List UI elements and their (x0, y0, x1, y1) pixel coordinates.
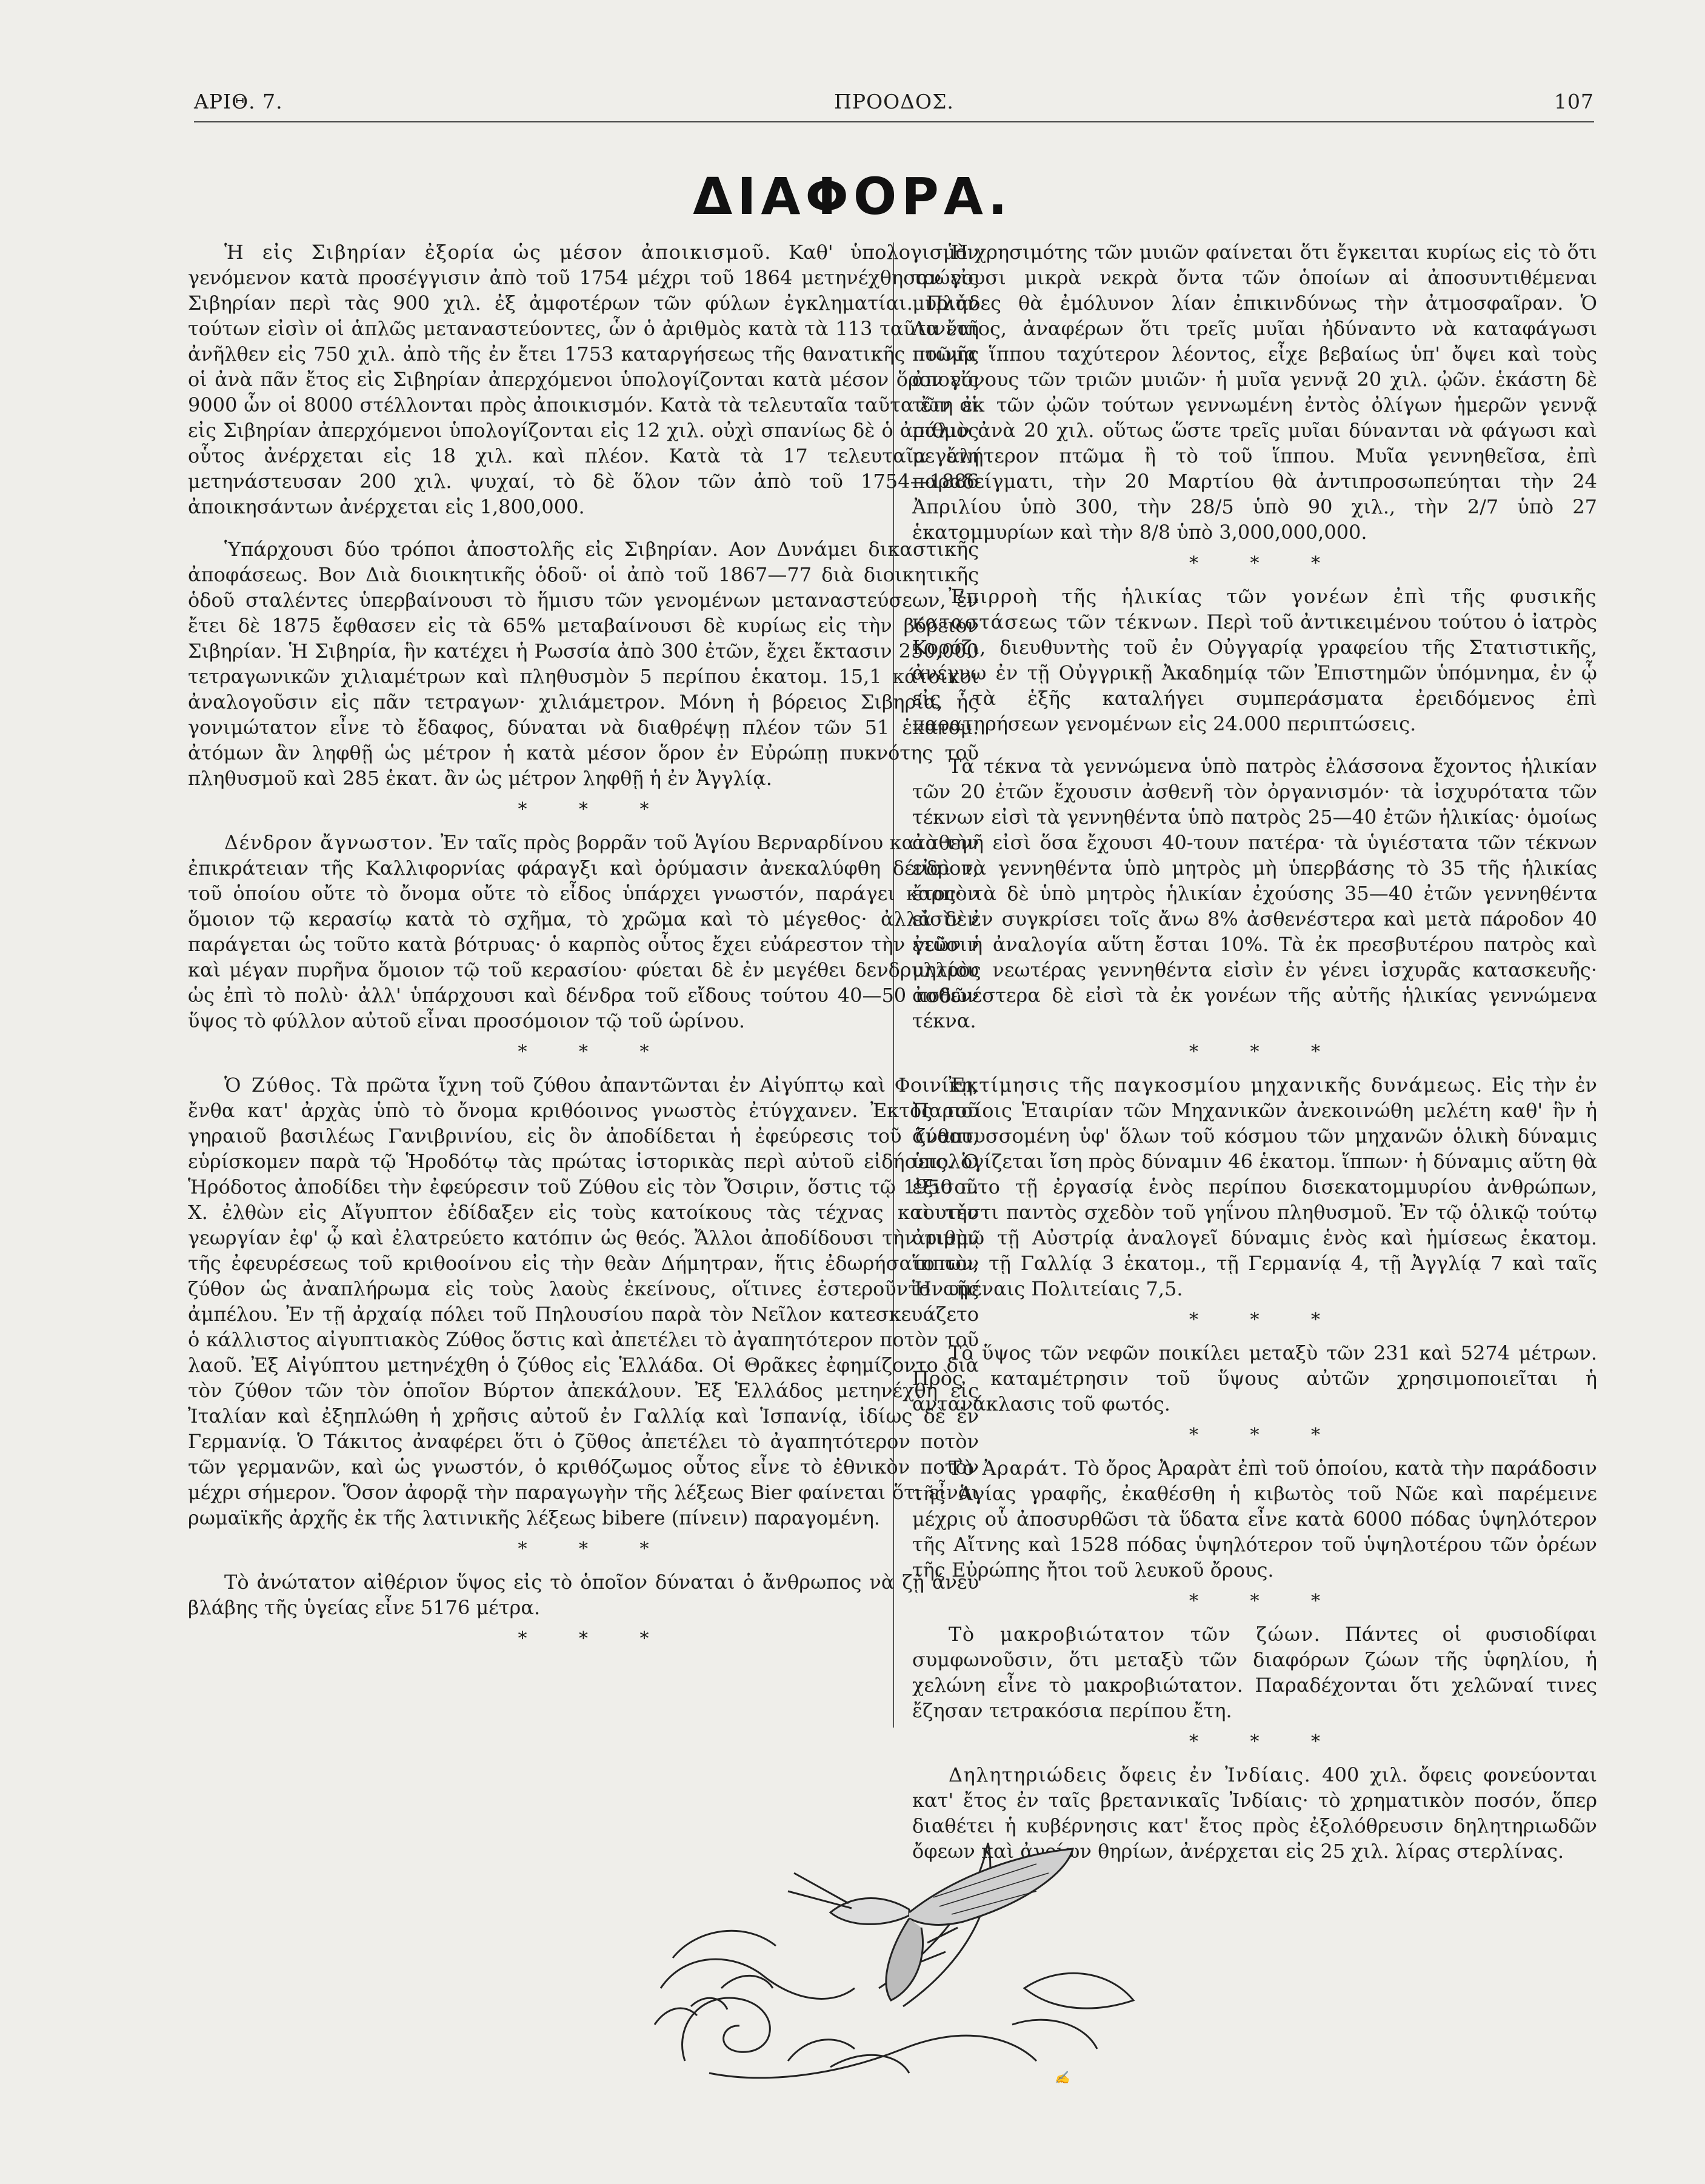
issue-number: ΑΡΙΘ. 7. (194, 90, 283, 113)
journal-name: ΠΡΟΟΔΟΣ. (834, 90, 954, 113)
article-text: Τὰ πρῶτα ἴχνη τοῦ ζύθου ἀπαντῶνται ἐν Αἰγύπτῳ καὶ Φοινίκῃ, ἔνθα κατ' ἀρχὰς ὑπὸ τὸ ὄνομα κριθόοινος γνωστὸς ἐτύγχανεν. Ἐκτὸς τοῦ γηραιοῦ βασιλέως Γανιβρινίου, εἰς ὃν ἀποδίδεται ἡ ἐφεύρεσις τοῦ ζύθου, εὑρίσκομεν παρὰ τῷ Ἡροδότῳ τὰς πρώτας ἱστορικὰς περὶ αὐτοῦ εἰδήσεις. Ὁ Ἡρόδοτος ἀποδίδει τὴν ἐφεύρεσιν τοῦ Ζύθου εἰς τὸν Ὄσιριν, ὅστις τῷ 1950 π. Χ. ἐλθὼν εἰς Αἴγυπτον ἐδίδαξεν εἰς τοὺς κατοίκους τὰς τέχνας καὶ τὴν γεωργίαν ἐφ' ᾧ καὶ ἐλατρεύετο κατόπιν ὡς θεός. Ἄλλοι ἀποδίδουσι τὴν τιμὴν τῆς ἐφευρέσεως τοῦ κριθοοίνου εἰς τὴν θεὰν Δήμητραν, ἥτις ἐδωρήσατο τὸν ζύθον ὡς ἀναπλήρωμα εἰς τοὺς λαοὺς ἐκείνους, οἵτινες ἐστεροῦντο τῆς ἀμπέλου. Ἐν τῇ ἀρχαίᾳ πόλει τοῦ Πηλουσίου παρὰ τὸν Νεῖλον κατεσκευάζετο ὁ κάλλιστος αἰγυπτιακὸς Ζύθος ὅστις καὶ ἀπετέλει τὸ ἀγαπητότερον ποτὸν τοῦ λαοῦ. Ἐξ Αἰγύπτου μετηνέχθη ὁ ζύθος εἰς Ἑλλάδα. Οἱ Θρᾶκες ἐφημίζοντο διὰ τὸν ζύθον τῶν τὸν ὁποῖον Βύρτον ἀπεκάλουν. Ἐξ Ἑλλάδος μετηνέχθη εἰς Ἰταλίαν καὶ ἐξηπλώθη ἡ χρῆσις αὐτοῦ ἐν Γαλλίᾳ καὶ Ἱσπανίᾳ, ἰδίως δὲ ἐν Γερμανίᾳ. Ὁ Τάκιτος ἀναφέρει ὅτι ὁ ζῦθος ἀπετέλει τὸ ἀγαπητότερον ποτὸν τῶν γερμανῶν, καὶ ὡς γνωστόν, ὁ κριθόζωμος οὗτος εἶνε τὸ ἐθνικὸν ποτὸν μέχρι σήμερον. Ὅσον ἀφορᾷ τὴν παραγωγὴν τῆς λέξεως Bier φαίνεται ὅτι εἶναι ρωμαϊκῆς ἀρχῆς ἐκ τῆς λατινικῆς λέξεως bibere (πίνειν) παραγομένη. (188, 1074, 979, 1529)
article-longevity (912, 1621, 1597, 1723)
separator: * * * (1189, 1309, 1344, 1331)
right-column (912, 239, 1597, 1864)
artist-signature: ✍ (1055, 2070, 1070, 2085)
article-siberia-methods (188, 536, 979, 791)
separator: * * * (1189, 1424, 1344, 1446)
article-lead: Ἐκτίμησις τῆς παγκοσμίου μηχανικῆς δυνάμεως. (949, 1074, 1483, 1097)
article-lead: Ἐπιρροὴ τῆς ἡλικίας τῶν γονέων ἐπὶ τῆς φυσικῆς καταστάσεως τῶν τέκνων. (912, 585, 1597, 633)
article-lead: Ὁ Ζύθος. (224, 1074, 323, 1097)
article-lead: Δηλητηριώδεις ὄφεις ἐν Ἰνδίαις. (949, 1763, 1312, 1786)
article-parents-age (912, 584, 1597, 736)
article-text: Τὰ τέκνα τὰ γεννώμενα ὑπὸ πατρὸς ἐλάσσονα ἔχοντος ἡλικίαν τῶν 20 ἐτῶν ἔχουσιν ἀσθενῆ τὸν ὀργανισμόν· τὰ ἰσχυρότατα τῶν τέκνων εἰσὶ τὰ γεννηθέντα ὑπὸ πατρὸς 25—40 ἐτῶν ἡλικίας· ὁμοίως ἀσθενῆ εἰσὶ ὅσα ἔχουσι 40-τουν πατέρα· τὰ ὑγιέστατα τῶν τέκνων εἰσὶ τὰ γεννηθέντα ὑπὸ μητρὸς μὴ ὑπερβάσης τὸ 35 τῆς ἡλικίας ἔτος· τὰ δὲ ὑπὸ μητρὸς ἡλικίαν ἐχούσης 35—40 ἐτῶν γεννηθέντα εἰσὶν ἐν συγκρίσει τοῖς ἄνω 8% ἀσθενέστερα καὶ μετὰ πάροδον 40 ἐτῶν ἡ ἀναλογία αὕτη ἔσται 10%. Τὰ ἐκ πρεσβυτέρου πατρὸς καὶ μητρὸς νεωτέρας γεννηθέντα εἰσὶν ἐν γένει ἰσχυρᾶς κατασκευῆς· ἀσθενέστερα δὲ εἰσὶ τὰ ἐκ γονέων τῆς αὐτῆς ἡλικίας γεννώμενα τέκνα. (912, 755, 1597, 1032)
section-title: ΔΙΑΦΟΡΑ. (693, 167, 1012, 226)
article-clouds (912, 1340, 1597, 1417)
article-text: Τὸ ὄρος Ἀραρὰτ ἐπὶ τοῦ ὁποίου, κατὰ τὴν παράδοσιν τῆς Ἁγίας γραφῆς, ἐκαθέσθη ἡ κιβωτὸς τοῦ Νῶε καὶ παρέμεινε μέχρις οὗ ἀποσυρθῶσι τὰ ὕδατα εἶνε κατὰ 6000 πόδας ὑψηλότερον τῆς Αἴτνης καὶ 1528 πόδας ὑψηλότερον τοῦ ὑψηλοτέρου τῶν ὀρέων τῆς Εὐρώπης ἤτοι τοῦ λευκοῦ ὄρους. (912, 1457, 1598, 1581)
insect-vignette (649, 1806, 1158, 2091)
separator: * * * (1189, 1591, 1344, 1612)
header-rule (194, 121, 1594, 122)
article-children (912, 753, 1597, 1034)
article-lead: Τὸ μακροβιώτατον τῶν ζώων. (949, 1623, 1321, 1646)
article-text: Τὸ ὕψος τῶν νεφῶν ποικίλει μεταξὺ τῶν 231 καὶ 5274 μέτρων. Πρὸς καταμέτρησιν τοῦ ὕψους αὐτῶν χρησιμοποιεῖται ἡ ἀντανάκλασις τοῦ φωτός. (912, 1341, 1597, 1415)
article-text: Ἐν ταῖς πρὸς βορρᾶν τοῦ Ἁγίου Βερναρδίνου κατὰ τὴν ἐπικράτειαν τῆς Καλλιφορνίας φάραγξι καὶ ὀρύμασιν ἀνεκαλύφθη δένδρον, τοῦ ὁποίου οὔτε τὸ ὄνομα οὔτε τὸ εἶδος ὑπάρχει γνωστόν, παράγει καρπὸν ὅμοιον τῷ κερασίῳ κατὰ τὸ σχῆμα, τὸ χρῶμα καὶ τὸ μέγεθος· ἀλλὰ δὲν παράγεται ὡς τοῦτο κατὰ βότρυας· ὁ καρπὸς οὗτος ἔχει εὐάρεστον τὴν γεῦσιν καὶ μέγαν πυρῆνα ὅμοιον τῷ τοῦ κερασίου· φύεται δὲ ἐν μεγέθει δενδρυλλίου ὡς ἐπὶ τὸ πολὺ· ἀλλ' ὑπάρχουσι καὶ δένδρα τοῦ εἴδους τούτου 40—50 ποδῶν ὕψος τὸ φύλλον αὐτοῦ εἶναι προσόμοιον τῷ τοῦ ὡρίνου. (188, 831, 979, 1032)
hawkmoth-drawing (788, 1849, 1073, 2000)
article-text: 400 χιλ. ὄφεις φονεύονται κατ' ἔτος ἐν ταῖς βρετανικαῖς Ἰνδίαις· τὸ χρηματικὸν ποσόν, ὅπερ διαθέτει ἡ κυβέρνησις κατ' ἔτος πρὸς ἐξολόθρευσιν δηλητηριωδῶν ὄφεων καὶ ἀγρίων θηρίων, ἀνέρχεται εἰς 25 χιλ. λίρας στερλίνας. (912, 1763, 1597, 1863)
article-lead: Τὸ Ἀραράτ. (949, 1457, 1069, 1480)
separator: * * * (518, 1041, 672, 1063)
article-unknown-tree (188, 830, 979, 1034)
article-lead: Δένδρον ἄγνωστον. (224, 831, 435, 854)
article-siberia-exile (188, 239, 979, 519)
article-lead: Ἡ εἰς Σιβηρίαν ἐξορία ὡς μέσον ἀποικισμοῦ. (224, 241, 772, 264)
separator: * * * (1189, 553, 1344, 574)
article-text: Πάντες οἱ φυσιοδίφαι συμφωνοῦσιν, ὅτι μεταξὺ τῶν διαφόρων ζώων τῆς ὑφηλίου, ἡ χελώνη εἶνε τὸ μακροβιώτατον. Παραδέχονται ὅτι χελῶναί τινες ἔζησαν τετρακόσια περίπου ἔτη. (912, 1623, 1597, 1722)
article-text: Τὸ ἀνώτατον αἰθέριον ὕψος εἰς τὸ ὁποῖον δύναται ὁ ἄνθρωπος νὰ ζῇ ἄνευ βλάβης τῆς ὑγείας εἶνε 5176 μέτρα. (188, 1571, 979, 1619)
separator: * * * (518, 799, 672, 820)
left-column (188, 239, 979, 1659)
article-beer (188, 1072, 979, 1531)
article-altitude (188, 1569, 979, 1620)
article-text: Εἰς τὴν ἐν Παρισίοις Ἑταιρίαν τῶν Μηχανικῶν ἀνεκοινώθη μελέτη καθ' ἣν ἡ ἀναπτυσσομένη ὑφ' ὅλων τοῦ κόσμου τῶν μηχανῶν ὁλικὴ δύναμις ὑπολογίζεται ἴση πρὸς δύναμιν 46 ἑκατομ. ἵππων· ἡ δύναμις αὕτη θὰ ἐξισοῦτο τῇ ἐργασίᾳ ἑνὸς περίπου δισεκατομμυρίου ἀνθρώπων, τουτέστι παντὸς σχεδὸν τοῦ γηΐνου πληθυσμοῦ. Ἐν τῷ ὁλικῷ τούτῳ ἀριθμῷ τῇ Αὐστρίᾳ ἀναλογεῖ δύναμις ἑνὸς καὶ ἡμίσεως ἑκατομ. ἵππων, τῇ Γαλλίᾳ 3 ἑκατομ., τῇ Γερμανίᾳ 4, τῇ Ἀγγλίᾳ 7 καὶ ταῖς Ἡνωμέναις Πολιτείαις 7,5. (912, 1074, 1597, 1300)
article-ararat (912, 1455, 1597, 1583)
separator: * * * (1189, 1041, 1344, 1063)
article-text: Ὑπάρχουσι δύο τρόποι ἀποστολῆς εἰς Σιβηρίαν. Αον Δυνάμει δικαστικῆς ἀποφάσεως. Βον Διὰ διοικητικῆς ὁδοῦ· οἱ ἀπὸ τοῦ 1867—77 διὰ διοικητικῆς ὁδοῦ σταλέντες ὑπερβαίνουσι τὸ ἥμισυ τῶν γενομένων μεταναστεύσεων, ἐν ἔτει δὲ 1875 ἔφθασεν εἰς τὰ 65% μεταβαίνουσι δὲ κυρίως εἰς τὴν βόρειον Σιβηρίαν. Ἡ Σιβηρία, ἣν κατέχει ἡ Ρωσσία ἀπὸ 300 ἐτῶν, ἔχει ἔκτασιν 250,000 τετραγωνικῶν χιλιαμέτρων καὶ πληθυσμὸν 5 περίπου ἑκατομ. 15,1 κάτοικοι ἀναλογοῦσιν εἰς πᾶν τετραγων· χιλιάμετρον. Μόνη ἡ βόρειος Σιβηρία, ἧς γονιμώτατον εἶνε τὸ ἔδαφος, δύναται νὰ διαθρέψῃ πλέον τῶν 51 ἑκατομ. ἀτόμων ἂν ληφθῇ ὡς μέτρον ἡ κατὰ μέσον ὅρον ἐν Εὐρώπῃ πυκνότης τοῦ πληθυσμοῦ καὶ 285 ἑκατ. ἂν ὡς μέτρον ληφθῇ ἡ ἐν Ἀγγλίᾳ. (188, 538, 979, 790)
leaf-ornament (1012, 1973, 1133, 2049)
article-text: Καθ' ὑπολογισμὸν γενόμενον κατὰ προσέγγισιν ἀπὸ τοῦ 1754 μέχρι τοῦ 1864 μετηνέχθησαν εἰς Σιβηρίαν περὶ τὰς 900 χιλ. ἐξ ἀμφοτέρων τῶν φύλων ἐγκληματίαι. Πλὴν τούτων εἰσὶν οἱ ἁπλῶς μεταναστεύοντες, ὧν ὁ ἀριθμὸς κατὰ τὰ 113 ταῦτα ἔτη ἀνῆλθεν εἰς 750 χιλ. ἀπὸ τῆς ἐν ἔτει 1753 καταργήσεως τῆς θανατικῆς ποινῆς οἱ ἀνὰ πᾶν ἔτος εἰς Σιβηρίαν ἀπερχόμενοι ὑπολογίζονται κατὰ μέσον ὅρον εἰς 9000 ὧν οἱ 8000 στέλλονται πρὸς ἀποικισμόν. Κατὰ τὰ τελευταῖα ταῦτα ἔτη οἱ εἰς Σιβηρίαν ἀπερχόμενοι ὑπολογίζονται εἰς 12 χιλ. οὐχὶ σπανίως δὲ ὁ ἀριθμὸς οὗτος ἀνέρχεται εἰς 18 χιλ. καὶ πλέον. Κατὰ τὰ 17 τελευταῖα ἔτη μετηνάστευσαν 200 χιλ. ψυχαί, τὸ δὲ ὅλον τῶν ἀπὸ τοῦ 1754—1886 ἀποικησάντων ἀνέρχεται εἰς 1,800,000. (188, 241, 979, 518)
article-mechanical-power (912, 1072, 1597, 1301)
separator: * * * (518, 1538, 672, 1560)
separator: * * * (1189, 1731, 1344, 1752)
running-header (194, 85, 1594, 121)
article-text: Ἡ χρησιμότης τῶν μυιῶν φαίνεται ὅτι ἔγκειται κυρίως εἰς τὸ ὅτι τρώγουσι μικρὰ νεκρὰ ὄντα τῶν ὁποίων αἱ ἀποσυντιθέμεναι μυριάδες θὰ ἐμόλυνον λίαν ἐπικινδύνως τὴν ἀτμοσφαῖραν. Ὁ Λινναῖος, ἀναφέρων ὅτι τρεῖς μυῖαι ἠδύναντο νὰ καταφάγωσι πτῶμα ἵππου ταχύτερον λέοντος, εἶχε βεβαίως ὑπ' ὄψει καὶ τοὺς ἀπογόνους τῶν τριῶν μυιῶν· ἡ μυῖα γεννᾷ 20 χιλ. ᾠῶν. ἑκάστη δὲ τῶν ἐκ τῶν ᾠῶν τούτων γεννωμένη ἐντὸς ὀλίγων ἡμερῶν γεννᾷ πάλιν ἀνὰ 20 χιλ. οὕτως ὥστε τρεῖς μυῖαι δύνανται νὰ φάγωσι καὶ μεγαλήτερον πτῶμα ἢ τὸ τοῦ ἵππου. Μυῖα γεννηθεῖσα, ἐπὶ παραδείγματι, τὴν 20 Μαρτίου θὰ ἀντιπροσωπεύηται τὴν 24 Ἀπριλίου ὑπὸ 300, τὴν 28/5 ὑπὸ 90 χιλ., τὴν 2/7 ὑπὸ 27 ἑκατομμυρίων καὶ τὴν 8/8 ὑπὸ 3,000,000,000. (912, 241, 1597, 544)
article-flies (912, 239, 1597, 545)
separator: * * * (518, 1628, 672, 1649)
acanthus-scroll (655, 1931, 1036, 2078)
page-number: 107 (1554, 90, 1594, 113)
article-text: Περὶ τοῦ ἀντικειμένου τούτου ὁ ἰατρὸς Κορόζι, διευθυντὴς τοῦ ἐν Οὐγγαρίᾳ γραφείου τῆς Στατιστικῆς, ἀνέγνω ἐν τῇ Οὐγγρικῇ Ἀκαδημίᾳ τῶν Ἐπιστημῶν ὑπόμνημα, ἐν ᾧ εἰς τὰ ἑξῆς καταλήγει συμπεράσματα ἐρειδόμενος ἐπὶ παρατηρήσεων γενομένων εἰς 24.000 περιπτώσεις. (912, 610, 1598, 735)
